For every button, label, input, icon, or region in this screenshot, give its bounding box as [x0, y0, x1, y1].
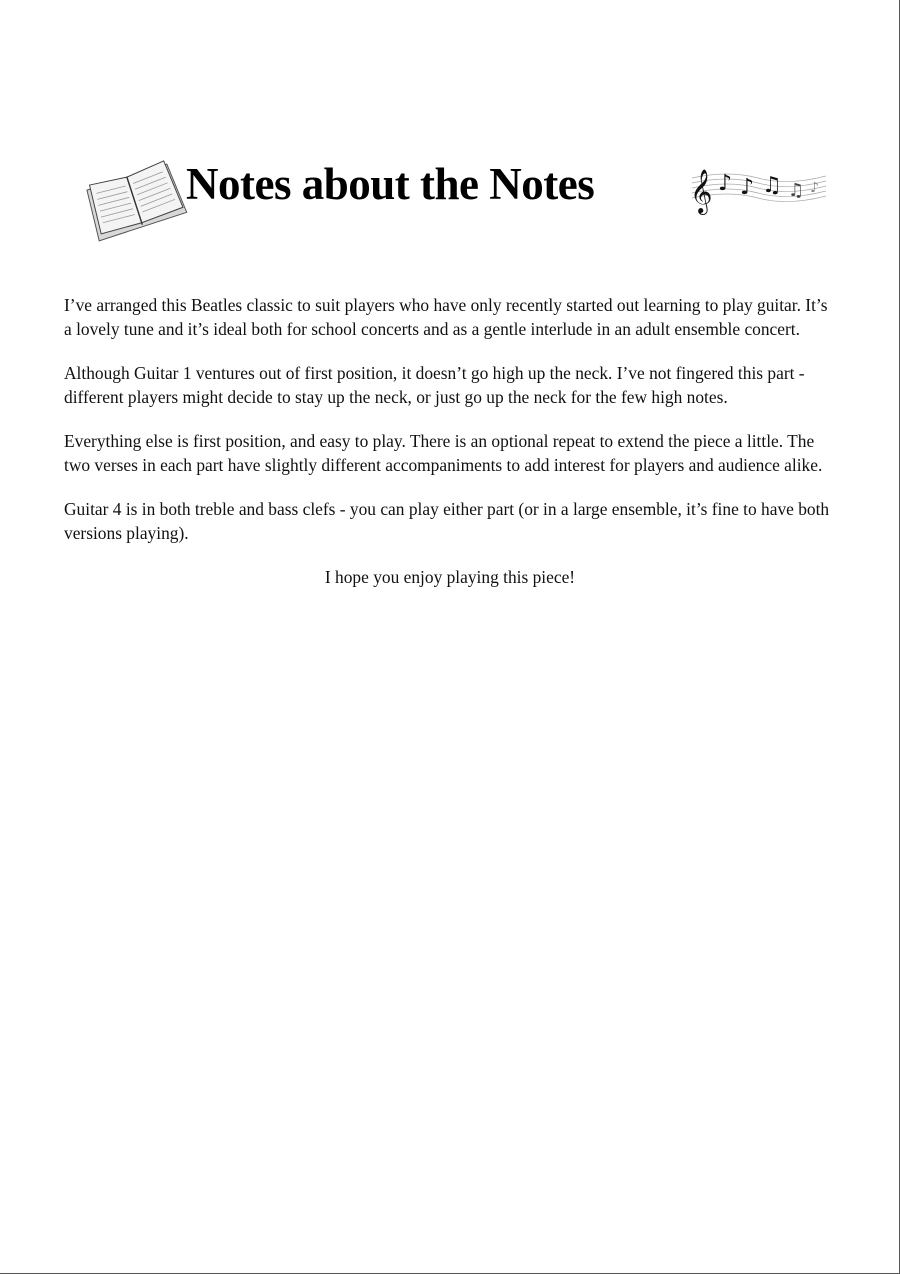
svg-text:♪: ♪	[740, 175, 755, 200]
paragraph-first-position: Everything else is first position, and easy to play. There is an optional repeat to extend the piece a little. The two verses in each part have slightly different accompaniments to add interest for players and audience alike.	[64, 431, 823, 475]
svg-text:♫: ♫	[788, 180, 805, 201]
svg-text:♫: ♫	[762, 173, 782, 198]
open-book-icon	[78, 154, 190, 244]
svg-text:𝄞: 𝄞	[690, 169, 713, 213]
music-notes-icon	[688, 156, 828, 216]
paragraph-guitar-1: Although Guitar 1 ventures out of first position, it doesn’t go high up the neck. I’ve not fingered this part - different players might decide to stay up the neck, or just go up the neck for the few high notes.	[64, 363, 805, 407]
paragraph-guitar-4: Guitar 4 is in both treble and bass clefs - you can play either part (or in a large ensemble, it’s fine to have both versions playing).	[64, 499, 830, 543]
closing-line: I hope you enjoy playing this piece!	[324, 567, 576, 587]
svg-text:♪: ♪	[810, 180, 819, 196]
paragraph-intro: I’ve arranged this Beatles classic to suit players who have only recently started out learning to play guitar. It’s a lovely tune and it’s ideal both for school concerts and as a gentle interlude in an adult ensemble concert.	[64, 295, 828, 339]
page-title: Notes about the Notes	[186, 159, 595, 209]
body-text	[64, 293, 836, 609]
svg-text:♪: ♪	[718, 171, 733, 196]
page-header	[78, 150, 838, 245]
